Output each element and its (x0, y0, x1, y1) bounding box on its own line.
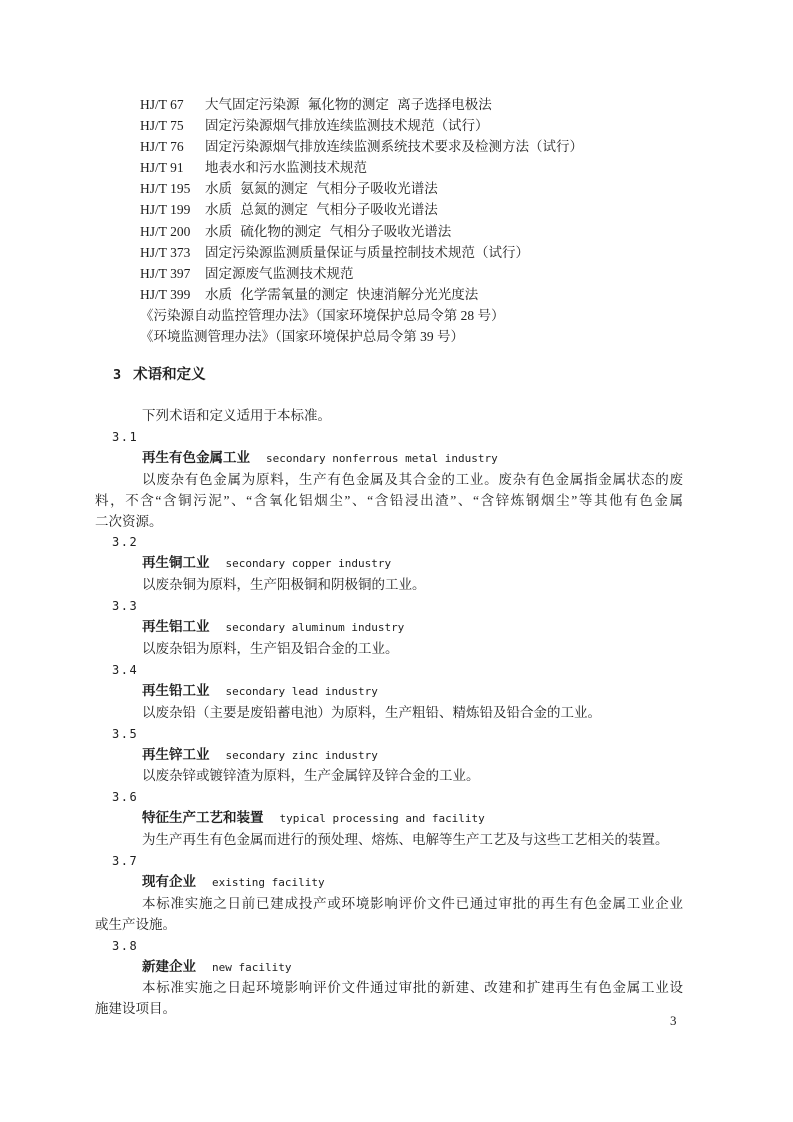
standard-item (95, 199, 691, 220)
standard-item (95, 221, 691, 242)
definition-line: 以废杂锌或镀锌渣为原料，生产金属锌及锌合金的工业。 (142, 768, 480, 784)
standard-code: HJ/T 91 (140, 160, 184, 176)
standard-title: 固定污染源烟气排放连续监测技术规范（试行） (205, 118, 489, 134)
term-number: 3.5 (112, 726, 139, 741)
definition-line: 以废杂铜为原料，生产阳极铜和阴极铜的工业。 (142, 577, 426, 593)
term-line (95, 872, 683, 894)
regulation-item: 《污染源自动监控管理办法》（国家环境保护总局令第 28 号） (140, 307, 505, 323)
regulation-item: 《环境监测管理办法》（国家环境保护总局令第 39 号） (140, 329, 464, 345)
term-en: secondary copper industry (225, 557, 392, 571)
term-number: 3.3 (112, 599, 139, 614)
standard-item (95, 94, 691, 115)
standard-item (95, 263, 691, 284)
term-line (95, 957, 683, 979)
definition-line: 或生产设施。 (95, 916, 176, 932)
standard-title: 固定源废气监测技术规范 (205, 265, 354, 281)
definition-line: 本标准实施之日前已建成投产或环境影响评价文件已通过审批的再生有色金属工业企业 (142, 895, 683, 911)
standard-title: 地表水和污水监测技术规范 (205, 160, 367, 176)
definition-line: 以废杂铝为原料，生产铝及铝合金的工业。 (142, 640, 399, 656)
definitions-block (95, 406, 683, 1020)
term-line (95, 617, 683, 639)
term-en: secondary aluminum industry (225, 621, 405, 635)
term-number: 3.6 (112, 790, 139, 805)
standard-item (95, 242, 691, 263)
standard-title: 固定污染源烟气排放连续监测系统技术要求及检测方法（试行） (205, 139, 583, 155)
standard-code: HJ/T 200 (140, 223, 191, 239)
standard-title: 水质 化学需氧量的测定 快速消解分光光度法 (205, 286, 479, 302)
standards-reference-list (95, 94, 691, 347)
term-line (95, 553, 683, 575)
term-line (95, 681, 683, 703)
standard-item (95, 115, 691, 136)
definition-line: 以废杂铅（主要是废铅蓄电池）为原料，生产粗铅、精炼铅及铅合金的工业。 (142, 704, 601, 720)
section-title: 术语和定义 (133, 367, 206, 383)
standard-code: HJ/T 373 (140, 244, 191, 260)
definition-line: 二次资源。 (95, 513, 163, 529)
term-number: 3.7 (112, 854, 139, 869)
standard-code: HJ/T 75 (140, 118, 184, 134)
term-zh: 再生铅工业 (142, 682, 210, 698)
standard-title: 水质 总氮的测定 气相分子吸收光谱法 (205, 202, 438, 218)
section-intro: 下列术语和定义适用于本标准。 (142, 408, 331, 423)
section-number: 3 (113, 367, 122, 383)
standard-item (95, 136, 691, 157)
term-zh: 特征生产工艺和装置 (142, 810, 264, 826)
term-zh: 新建企业 (142, 958, 196, 974)
term-number: 3.4 (112, 662, 139, 677)
standard-code: HJ/T 67 (140, 97, 184, 112)
standard-item (95, 284, 691, 305)
standard-item (95, 178, 691, 199)
term-en: secondary zinc industry (225, 748, 378, 762)
term-zh: 再生铜工业 (142, 555, 210, 571)
standard-code: HJ/T 199 (140, 202, 191, 218)
standard-code: HJ/T 399 (140, 286, 191, 302)
definition-line: 为生产再生有色金属而进行的预处理、熔炼、电解等生产工艺及与这些工艺相关的装置。 (142, 832, 669, 848)
term-number: 3.8 (112, 938, 139, 953)
term-line (95, 448, 683, 470)
standard-title: 固定污染源监测质量保证与质量控制技术规范（试行） (205, 244, 529, 260)
term-en: new facility (212, 960, 292, 974)
term-zh: 再生铝工业 (142, 619, 210, 635)
term-line (95, 745, 683, 767)
term-en: secondary lead industry (225, 684, 378, 698)
standard-title: 大气固定污染源 氟化物的测定 离子选择电极法 (205, 97, 492, 112)
standard-code: HJ/T 397 (140, 265, 191, 281)
term-line (95, 808, 683, 830)
term-zh: 再生锌工业 (142, 746, 210, 762)
standard-item (95, 157, 691, 178)
term-en: typical processing and facility (279, 812, 485, 826)
definition-line: 施建设项目。 (95, 1001, 176, 1017)
definition-line: 以废杂有色金属为原料，生产有色金属及其合金的工业。废杂有色金属指金属状态的废 (142, 471, 683, 487)
standard-code: HJ/T 195 (140, 181, 191, 197)
term-number: 3.2 (112, 535, 139, 550)
definition-line: 本标准实施之日起环境影响评价文件通过审批的新建、改建和扩建再生有色金属工业设 (142, 980, 683, 996)
term-number: 3.1 (112, 429, 139, 444)
term-en: secondary nonferrous metal industry (266, 451, 498, 465)
term-zh: 再生有色金属工业 (142, 449, 250, 465)
term-en: existing facility (212, 875, 325, 889)
standard-title: 水质 硫化物的测定 气相分子吸收光谱法 (205, 223, 452, 239)
definition-line: 料，不含“含铜污泥”、“含氧化铝烟尘”、“含铅浸出渣”、“含锌炼钢烟尘”等其他有色金属 (95, 492, 683, 508)
standard-title: 水质 氨氮的测定 气相分子吸收光谱法 (205, 181, 438, 197)
section-heading (95, 365, 206, 386)
standard-code: HJ/T 76 (140, 139, 184, 155)
page-number: 3 (670, 1013, 677, 1028)
term-zh: 现有企业 (142, 873, 196, 889)
